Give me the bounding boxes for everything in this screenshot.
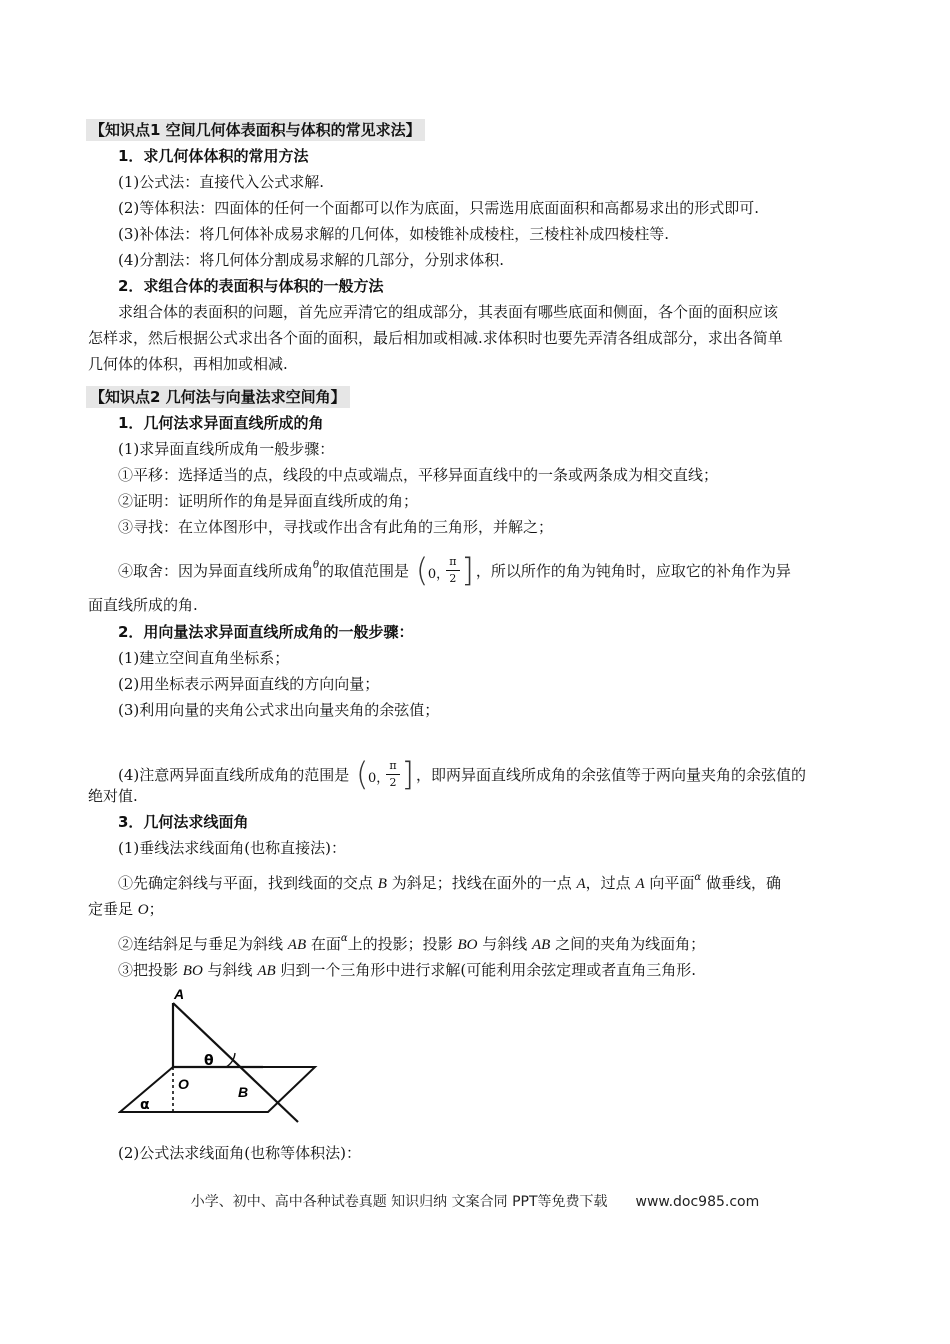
step1-cont <box>88 898 164 921</box>
section2-header: 【知识点2 几何法与向量法求空间角】 <box>86 386 350 408</box>
frac-denominator: 2 <box>446 570 460 587</box>
segment-BO: BO <box>182 963 203 979</box>
quqe-prefix: ④取舍：因为异面直线所成角 <box>118 562 314 580</box>
step1-text: 做垂线，确 <box>701 874 781 892</box>
line-plane-angle-figure <box>118 985 318 1130</box>
step1-text: 向平面 <box>644 874 695 892</box>
step1-text: ，过点 <box>585 874 636 892</box>
step2-text: 与斜线 <box>477 935 532 953</box>
section2-sub1-item: (1)求异面直线所成角一般步骤： <box>118 440 335 458</box>
step2-text: 上的投影；投影 <box>347 935 458 953</box>
quqe-suffix: ，所以所作的角为钝角时，应取它的补角作为异 <box>475 562 791 580</box>
section2-sub1-item: ①平移：选择适当的点，线段的中点或端点，平移异面直线中的一条或两条成为相交直线； <box>118 466 719 484</box>
section1-sub2-line: 怎样求，然后根据公式求出各个面的面积，最后相加或相减.求体积时也要先弄清各组成部分，求出各简单 <box>88 329 783 347</box>
section2-sub3-item2: (2)公式法求线面角(也称等体积法)： <box>118 1144 361 1162</box>
section1-header: 【知识点1 空间几何体表面积与体积的常见求法】 <box>86 119 425 141</box>
point-A: A <box>576 876 586 892</box>
label-theta: θ <box>204 1053 214 1069</box>
frac-denominator: 2 <box>386 774 400 791</box>
step2-line <box>118 933 705 958</box>
step3-line <box>118 959 696 982</box>
note4-suffix: ，即两异面直线所成角的余弦值等于两向量夹角的余弦值的 <box>416 766 807 784</box>
label-A: A <box>174 986 185 1002</box>
section1-sub2-line: 求组合体的表面积的问题，首先应弄清它的组成部分，其表面有哪些底面和侧面，各个面的面积应该 <box>118 303 779 321</box>
segment-AB: AB <box>287 937 307 953</box>
interval-zero: 0， <box>427 567 450 582</box>
footer-site-link[interactable]: www.doc985.com <box>635 1194 760 1210</box>
step3-text: 归到一个三角形中进行求解(可能利用余弦定理或者直角三角形. <box>275 961 697 979</box>
section1-sub1-title: 1．求几何体体积的常用方法 <box>118 147 309 165</box>
section1-sub1-item: (4)分割法：将几何体分割成易求解的几部分，分别求体积. <box>118 251 505 269</box>
interval-zero-half-pi: ( 0， $\frac{\pi}{2}$ ] <box>415 551 474 589</box>
section2-sub2-item: (2)用坐标表示两异面直线的方向向量； <box>118 675 380 693</box>
note4-cont: 绝对值. <box>88 787 138 805</box>
step3-text: 与斜线 <box>202 961 258 979</box>
page-footer <box>0 1191 950 1211</box>
label-alpha: α <box>140 1097 150 1113</box>
step2-text: 之间的夹角为线面角； <box>550 935 706 953</box>
quqe-line <box>118 552 791 592</box>
section1-sub1-item: (1)公式法：直接代入公式求解. <box>118 173 325 191</box>
step1-text: ； <box>148 900 164 918</box>
oblique-line-AB <box>173 1003 298 1122</box>
frac-numerator: π <box>449 555 457 568</box>
section1-sub1-item: (3)补体法：将几何体补成易求解的几何体，如棱锥补成棱柱，三棱柱补成四棱柱等. <box>118 225 670 243</box>
segment-AB: AB <box>257 963 276 979</box>
section2-sub1-title: 1．几何法求异面直线所成的角 <box>118 414 324 432</box>
quqe-middle: 的取值范围是 <box>319 562 410 580</box>
step2-text: ②连结斜足与垂足为斜线 <box>118 935 288 953</box>
note4-prefix: (4)注意两异面直线所成角的范围是 <box>118 766 350 784</box>
step1-text: ①先确定斜线与平面，找到线面的交点 <box>118 874 378 892</box>
segment-AB: AB <box>531 937 551 953</box>
interval-zero-half-pi: ( 0， $\frac{\pi}{2}$ ] <box>356 755 415 793</box>
section2-sub2-title: 2．用向量法求异面直线所成角的一般步骤： <box>118 623 414 641</box>
section2-sub1-item: ②证明：证明所作的角是异面直线所成的角； <box>118 492 419 510</box>
alpha-symbol: α <box>694 872 702 883</box>
step3-text: ③把投影 <box>118 961 183 979</box>
label-B: B <box>238 1084 249 1100</box>
theta-symbol: θ <box>313 560 320 571</box>
section1-sub2-line: 几何体的体积，再相加或相减. <box>88 355 288 373</box>
frac-numerator: π <box>389 759 397 772</box>
step2-text: 在面 <box>306 935 341 953</box>
alpha-symbol: α <box>340 933 348 944</box>
point-A: A <box>635 876 645 892</box>
note4-line <box>118 756 806 796</box>
segment-BO: BO <box>457 937 478 953</box>
section2-sub2-item: (3)利用向量的夹角公式求出向量夹角的余弦值； <box>118 701 440 719</box>
step1-text: 定垂足 <box>88 900 138 918</box>
section2-sub1-item: ③寻找：在立体图形中，寻找或作出含有此角的三角形，并解之； <box>118 518 554 536</box>
footer-text: 小学、初中、高中各种试卷真题 知识归纳 文案合同 PPT等免费下载 <box>190 1194 608 1210</box>
section2-sub3-item1: (1)垂线法求线面角(也称直接法)： <box>118 839 346 857</box>
section2-sub3-title: 3．几何法求线面角 <box>118 813 249 831</box>
interval-zero: 0， <box>368 771 390 786</box>
label-O: O <box>178 1076 189 1092</box>
point-B: B <box>377 876 387 892</box>
quqe-cont: 面直线所成的角. <box>88 596 198 614</box>
point-O: O <box>137 902 149 918</box>
pi-over-two <box>446 554 460 587</box>
section1-sub1-item: (2)等体积法：四面体的任何一个面都可以作为底面，只需选用底面面积和高都易求出的形式即可. <box>118 199 760 217</box>
step1-line <box>118 872 781 897</box>
section1-sub2-title: 2．求组合体的表面积与体积的一般方法 <box>118 277 384 295</box>
section2-sub2-item: (1)建立空间直角坐标系； <box>118 649 290 667</box>
step1-text: 为斜足；找线在面外的一点 <box>386 874 577 892</box>
pi-over-two <box>386 758 400 791</box>
